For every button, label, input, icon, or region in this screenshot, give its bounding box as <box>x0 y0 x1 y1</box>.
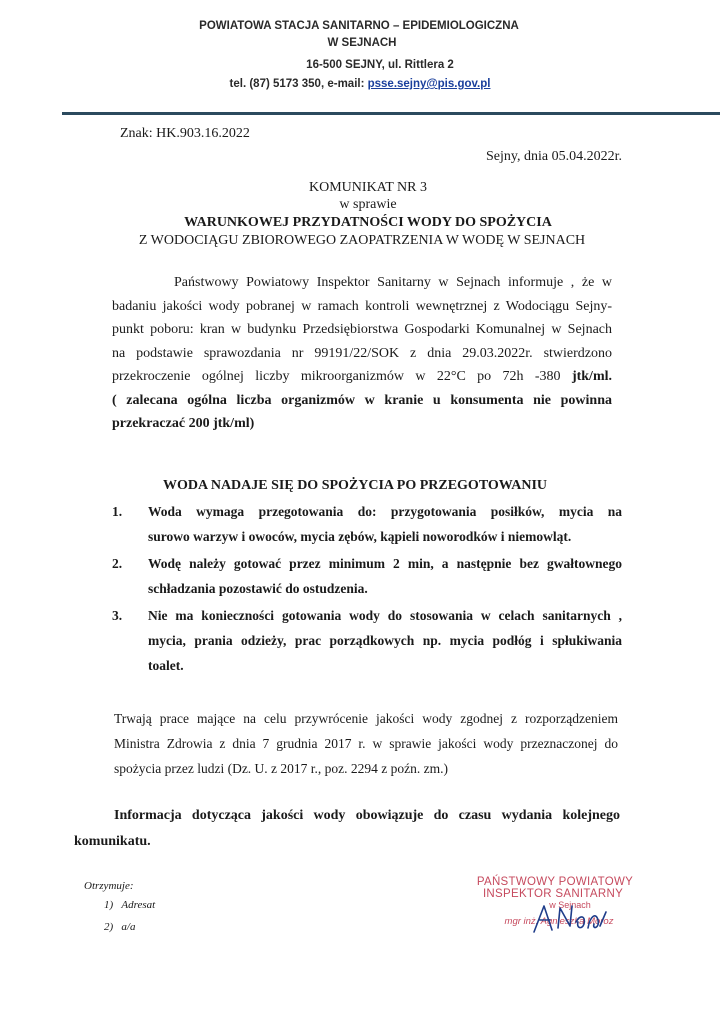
para2-line: Ministra Zdrowia z dnia 7 grudnia 2017 r. w sprawie jakości wody przeznaczonej do <box>114 736 618 751</box>
stamp-line2: INSPEKTOR SANITARNY <box>482 888 624 900</box>
section-heading: WODA NADAJE SIĘ DO SPOŻYCIA PO PRZEGOTOWANIU <box>163 478 548 493</box>
recipient-name: a/a <box>121 921 136 933</box>
recipient-item <box>104 899 155 911</box>
title-komunikat: KOMUNIKAT NR 3 <box>309 180 427 195</box>
header-org-line1: POWIATOWA STACJA SANITARNO – EPIDEMIOLOGICZNA <box>199 20 519 32</box>
signature-scribble <box>530 898 610 938</box>
list-item <box>112 551 622 601</box>
recipient-item <box>104 921 135 933</box>
recipient-name: Adresat <box>121 899 156 911</box>
list-item-number: 1. <box>112 504 123 519</box>
list-item-line: schładzania pozostawić do ostudzenia. <box>148 581 368 596</box>
recipient-number: 1) <box>104 899 114 911</box>
list-item-line: Wodę należy gotować przez minimum 2 min, a następnie bez gwałtownego <box>148 556 622 571</box>
para1-line: badaniu jakości wody pobranej w ramach kontroli wewnętrznej z Wodociągu Sejny- <box>112 298 612 314</box>
stamp-line3: w Sejnach <box>549 900 591 910</box>
list-item-line: surowo warzyw i owoców, mycia zębów, kąpieli noworodków i niemowląt. <box>148 529 572 544</box>
title-sub: Z WODOCIĄGU ZBIOROWEGO ZAOPATRZENIA W WODĘ W SEJNACH <box>138 233 586 248</box>
email-link[interactable]: psse.sejny@pis.gov.pl <box>367 78 491 90</box>
para1-bold-line: przekraczać 200 jtk/ml) <box>112 416 255 431</box>
para2-line: Trwają prace mające na celu przywrócenie jakości wody zgodnej z rozporządzeniem <box>114 711 618 726</box>
para1-line-last <box>112 365 612 389</box>
paragraph-announcement <box>112 271 612 436</box>
paragraph-validity <box>74 803 620 855</box>
para3-line: komunikatu. <box>74 834 151 849</box>
list-item-number: 3. <box>112 608 123 623</box>
list-item-line: Woda wymaga przegotowania do: przygotowania posiłków, mycia na <box>148 504 622 519</box>
reference-number: Znak: HK.903.16.2022 <box>120 126 250 141</box>
header-contact <box>0 78 722 90</box>
header-org-line2: W SEJNACH <box>327 37 397 49</box>
list-item-line: toalet. <box>148 658 184 673</box>
instructions-list <box>112 499 622 678</box>
para2-line: spożycia przez ludzi (Dz. U. z 2017 r., poz. 2294 z poźn. zm.) <box>114 761 449 776</box>
list-item <box>112 499 622 549</box>
list-item-number: 2. <box>112 556 123 571</box>
header-address: 16-500 SEJNY, ul. Rittlera 2 <box>306 59 454 71</box>
recipient-number: 2) <box>104 921 114 933</box>
para1-line: Państwowy Powiatowy Inspektor Sanitarny w Sejnach informuje , że w <box>174 275 612 290</box>
para1-bold-line: ( zalecana ogólna liczba organizmów w kranie u konsumenta nie powinna <box>112 392 612 408</box>
list-item-line: Nie ma konieczności gotowania wody do stosowania w celach sanitarnych , <box>148 608 622 623</box>
stamp-signatory: mgr inż. Agnieszka Moroz <box>504 916 614 927</box>
contact-prefix: tel. (87) 5173 350, e-mail: <box>229 78 368 90</box>
header-divider <box>62 112 720 115</box>
para3-line: Informacja dotycząca jakości wody obowiązuje do czasu wydania kolejnego <box>114 808 620 823</box>
list-item <box>112 603 622 678</box>
stamp-line1: PAŃSTWOWY POWIATOWY <box>476 876 634 888</box>
document-date: Sejny, dnia 05.04.2022r. <box>486 149 622 164</box>
list-item-line: mycia, prania odzieży, prac porządkowych np. mycia podłóg i spłukiwania <box>148 633 622 648</box>
title-main: WARUNKOWEJ PRZYDATNOŚCI WODY DO SPOŻYCIA <box>184 215 552 230</box>
para1-line: na podstawie sprawozdania nr 99191/22/SOK z dnia 29.03.2022r. stwierdzono <box>112 345 612 361</box>
title-w-sprawie: w sprawie <box>339 197 397 212</box>
recipients-heading: Otrzymuje: <box>84 880 134 892</box>
para1-unit: jtk/ml. <box>571 369 612 384</box>
para1-line-text: przekroczenie ogólnej liczby mikroorganizmów w 22°C po 72h -380 <box>112 369 561 384</box>
para1-line: punkt poboru: kran w budynku Przedsiębiorstwa Gospodarki Komunalnej w Sejnach <box>112 322 612 337</box>
paragraph-ongoing-work <box>114 706 618 781</box>
